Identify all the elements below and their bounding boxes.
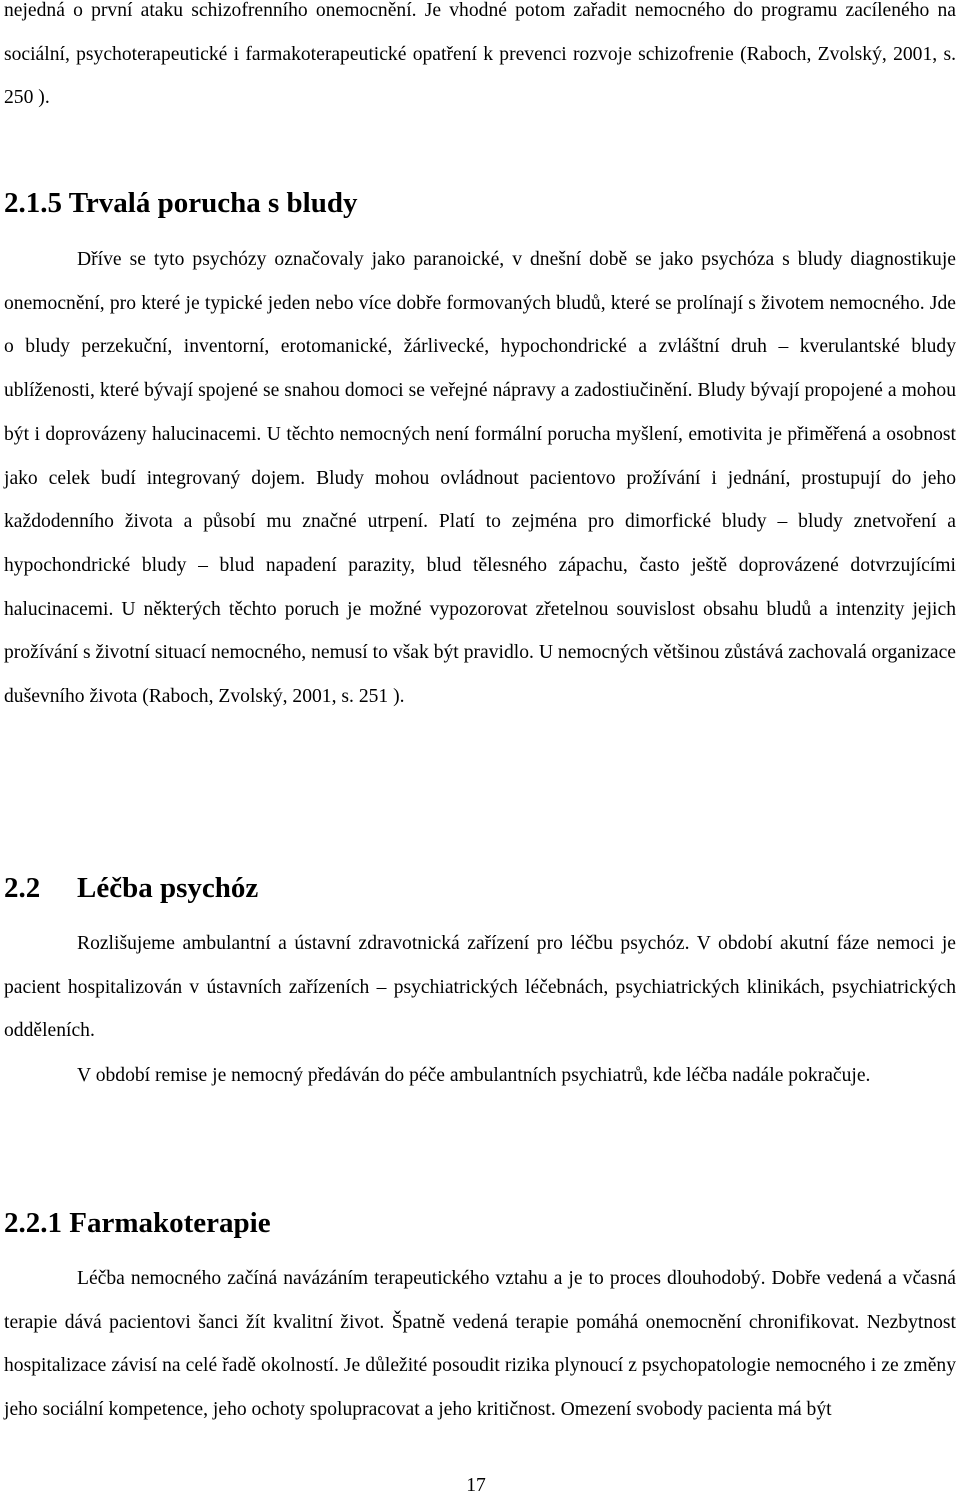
section-2-1-5-block bbox=[4, 238, 956, 719]
section-2-2-block-1 bbox=[4, 922, 956, 1053]
intro-paragraph-block bbox=[4, 0, 956, 120]
section-2-2-1-paragraph: Léčba nemocného začíná navázáním terapeutického vztahu a je to proces dlouhodobý. Dobře vedená a včasná terapie dává pacientovi šanci žít kvalitní život. Špatně vedená terapie pomáhá onemocnění chronifikovat. Nezbytnost hospitalizace závisí na celé řadě okolností. Je důležité posoudit rizika plynoucí z psychopatologie nemocného i ze změny jeho sociální kompetence, jeho ochoty spolupracovat a jeho kritičnost. Omezení svobody pacienta má být bbox=[4, 1268, 956, 1421]
section-2-2-paragraph-1: Rozlišujeme ambulantní a ústavní zdravotnická zařízení pro léčbu psychóz. V období akutní fáze nemoci je pacient hospitalizován v ústavních zařízeních – psychiatrických léčebnách, psychiatrických klinikách, psychiatrických odděleních. bbox=[4, 933, 956, 1042]
section-2-2-paragraph-2: V období remise je nemocný předáván do péče ambulantních psychiatrů, kde léčba nadále pokračuje. bbox=[77, 1065, 871, 1086]
section-2-2-1-block bbox=[4, 1257, 956, 1432]
section-heading-2-2-1: 2.2.1 Farmakoterapie bbox=[4, 1207, 271, 1239]
section-title: Léčba psychóz bbox=[77, 872, 259, 904]
section-heading-2-1-5: 2.1.5 Trvalá porucha s bludy bbox=[4, 187, 358, 219]
section-2-2-block-2 bbox=[4, 1054, 956, 1098]
page-number: 17 bbox=[466, 1475, 486, 1496]
section-2-1-5-paragraph: Dříve se tyto psychózy označovaly jako paranoické, v dnešní době se jako psychóza s bludy diagnostikuje onemocnění, pro které je typické jeden nebo více dobře formovaných bludů, které se prolínají s životem nemocného. Jde o bludy perzekuční, inventorní, erotomanické, žárlivecké, hypochondrické a zvláštní druh – kverulantské bludy ublíženosti, které bývají spojené se snahou domoci se veřejné nápravy a zadostiučinění. Bludy bývají propojené a mohou být i doprovázeny halucinacemi. U těchto nemocných není formální porucha myšlení, emotivita je přiměřená a osobnost jako celek budí integrovaný dojem. Bludy mohou ovládnout pacientovo prožívání i jednání, prostupují do jeho každodenního života a působí mu značné utrpení. Platí to zejména pro dimorfické bludy – bludy znetvoření a hypochondrické bludy – blud napadení parazity, blud tělesného zápachu, často ještě doprovázené dotvrzujícími halucinacemi. U některých těchto poruch je možné vypozorovat zřetelnou souvislost obsahu bludů a intenzity jejich prožívání s životní situací nemocného, nemusí to však být pravidlo. U nemocných většinou zůstává zachovalá organizace duševního života (Raboch, Zvolský, 2001, s. 251 ). bbox=[4, 249, 956, 708]
section-heading-2-2 bbox=[4, 870, 258, 906]
section-number: 2.2 bbox=[4, 872, 41, 904]
document-page bbox=[4, 0, 956, 1499]
intro-paragraph: nejedná o první ataku schizofrenního onemocnění. Je vhodné potom zařadit nemocného do programu zacíleného na sociální, psychoterapeutické i farmakoterapeutické opatření k prevenci rozvoje schizofrenie (Raboch, Zvolský, 2001, s. 250 ). bbox=[4, 0, 956, 109]
